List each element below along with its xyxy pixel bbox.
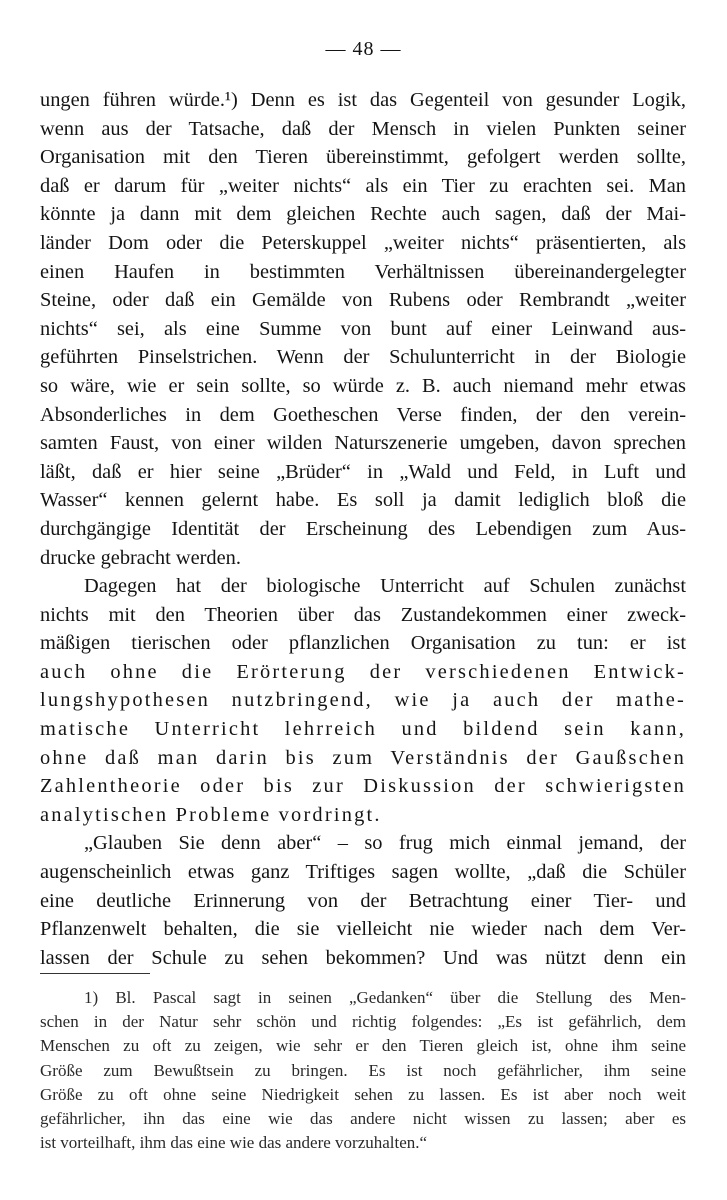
text-line: nichts mit den Theorien über das Zustandekommen einer zweck- xyxy=(40,603,686,626)
page-number: — 48 — xyxy=(325,38,402,60)
text-line: Pflanzenwelt behalten, die sie vielleicht nie wieder nach dem Ver- xyxy=(40,918,686,941)
footnote-line: gefährlicher, ihn das eine wie das andere nicht wissen zu lassen; aber es xyxy=(40,1109,686,1129)
text-line: eine deutliche Erinnerung von der Betrachtung einer Tier- und xyxy=(40,889,686,912)
text-line: lungshypothesen nutzbringend, wie ja auch der mathe- xyxy=(40,689,686,712)
text-line: lassen der Schule zu sehen bekommen? Und was nützt denn ein xyxy=(40,946,686,969)
footnote-line: Größe zu oft ohne seine Niedrigkeit sehen zu lassen. Es ist aber noch weit xyxy=(40,1084,686,1104)
text-line: Steine, oder daß ein Gemälde von Rubens oder Rembrandt „weiter xyxy=(40,289,686,312)
footnote-line: schen in der Natur sehr schön und richtig folgendes: „Es ist gefährlich, dem xyxy=(40,1012,686,1032)
text-line: auch ohne die Erörterung der verschiedenen Entwick- xyxy=(40,660,686,683)
text-line: nichts“ sei, als eine Summe von bunt auf einer Leinwand aus- xyxy=(40,317,686,340)
footnote-line: Menschen zu oft zu zeigen, wie sehr er den Tieren gleich ist, ohne ihm seine xyxy=(40,1036,686,1056)
text-line: analytischen Probleme vordringt. xyxy=(40,803,382,826)
text-line: wenn aus der Tatsache, daß der Mensch in vielen Punkten seiner xyxy=(40,117,686,140)
text-line: Zahlentheorie oder bis zur Diskussion der schwierigsten xyxy=(40,775,686,798)
footnote-divider xyxy=(40,973,150,974)
text-line: ohne daß man darin bis zum Verständnis der Gaußschen xyxy=(40,746,686,769)
text-line: daß er darum für „weiter nichts“ als ein Tier zu erachten sei. Man xyxy=(40,174,686,197)
text-line: Dagegen hat der biologische Unterricht auf Schulen zunächst xyxy=(84,575,686,598)
footnote-line: Größe zum Bewußtsein zu bringen. Es ist noch gefährlicher, ihm seine xyxy=(40,1060,686,1080)
footnote-line: 1) Bl. Pascal sagt in seinen „Gedanken“ über die Stellung des Men- xyxy=(84,988,686,1007)
text-line: so wäre, wie er sein sollte, so würde z. B. auch niemand mehr etwas xyxy=(40,374,686,397)
text-line: drucke gebracht werden. xyxy=(40,546,241,569)
text-line: mäßigen tierischen oder pflanzlichen Organisation zu tun: er ist xyxy=(40,632,686,655)
text-line: „Glauben Sie denn aber“ – so frug mich einmal jemand, der xyxy=(84,832,686,855)
text-line: einen Haufen in bestimmten Verhältnissen übereinandergelegter xyxy=(40,260,686,283)
text-line: Wasser“ kennen gelernt habe. Es soll ja damit lediglich bloß die xyxy=(40,489,686,512)
text-line: ungen führen würde.¹) Denn es ist das Gegenteil von gesunder Logik, xyxy=(40,89,686,111)
text-line: Absonderliches in dem Goetheschen Verse finden, der den verein- xyxy=(40,403,686,426)
text-line: Organisation mit den Tieren übereinstimmt, gefolgert werden sollte, xyxy=(40,146,686,169)
footnote-line: ist vorteilhaft, ihm das eine wie das andere vorzuhalten.“ xyxy=(40,1133,428,1153)
text-line: durchgängige Identität der Erscheinung des Lebendigen zum Aus- xyxy=(40,517,686,540)
text-line: geführten Pinselstrichen. Wenn der Schulunterricht in der Biologie xyxy=(40,346,686,369)
text-line: samten Faust, von einer wilden Naturszenerie umgeben, davon sprechen xyxy=(40,432,686,455)
footnotes xyxy=(40,986,686,1155)
text-line: läßt, daß er hier seine „Brüder“ in „Wald und Feld, in Luft und xyxy=(40,460,686,483)
text-line: augenscheinlich etwas ganz Triftiges sagen wollte, „daß die Schüler xyxy=(40,861,686,884)
text-line: matische Unterricht lehrreich und bildend sein kann, xyxy=(40,718,686,741)
text-line: könnte ja dann mit dem gleichen Rechte auch sagen, daß der Mai- xyxy=(40,203,686,226)
text-line: länder Dom oder die Peterskuppel „weiter nichts“ präsentierten, als xyxy=(40,231,686,254)
body-text xyxy=(40,86,686,972)
